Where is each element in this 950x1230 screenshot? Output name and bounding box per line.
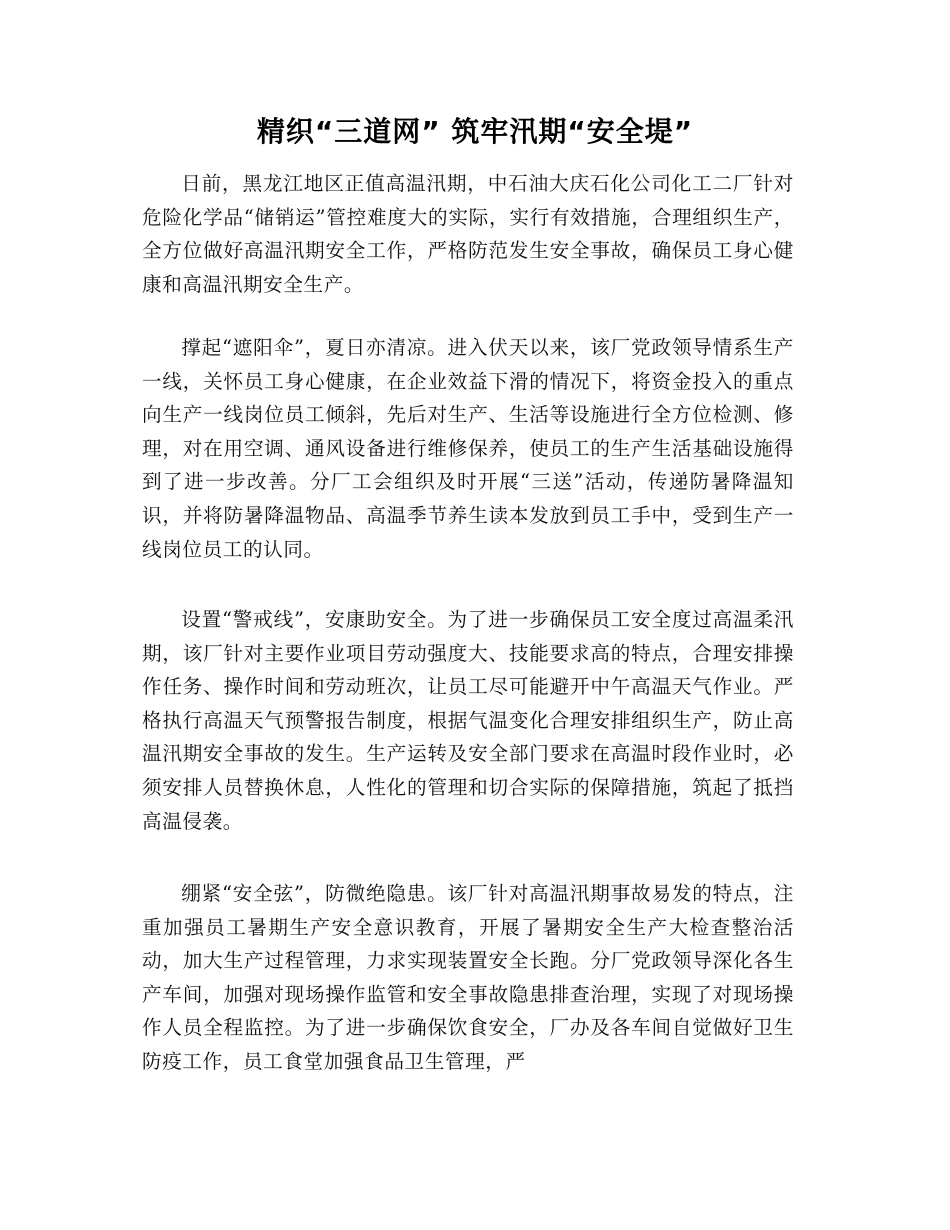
paragraph-warning-line: 设置“警戒线”，安康助安全。为了进一步确保员工安全度过高温柔汛期，该厂针对主要作业项目劳动强度大、技能要求高的特点，合理安排操作任务、操作时间和劳动班次，让员工尽可能避开中午高温天气作业。严格执行高温天气预警报告制度，根据气温变化合理安排组织生产，防止高温汛期安全事故的发生。生产运转及安全部门要求在高温时段作业时，必须安排人员替换休息，人性化的管理和切合实际的保障措施，筑起了抵挡高温侵袭。 bbox=[142, 608, 794, 833]
paragraph-safety-string: 绷紧“安全弦”，防微绝隐患。该厂针对高温汛期事故易发的特点，注重加强员工暑期生产安全意识教育，开展了暑期安全生产大检查整治活动，加大生产过程管理，力求实现装置安全长跑。分厂党政领导深化各生产车间，加强对现场操作监管和安全事故隐患排查治理，实现了对现场操作人员全程监控。为了进一步确保饮食安全，厂办及各车间自觉做好卫生防疫工作，员工食堂加强食品卫生管理，严 bbox=[142, 882, 794, 1073]
paragraph-sunshade: 撑起“遮阳伞”，夏日亦清凉。进入伏天以来，该厂党政领导情系生产一线，关怀员工身心健康，在企业效益下滑的情况下，将资金投入的重点向生产一线岗位员工倾斜，先后对生产、生活等设施进行全方位检测、修理，对在用空调、通风设备进行维修保养，使员工的生产生活基础设施得到了进一步改善。分厂工会组织及时开展“三送”活动，传递防暑降温知识，并将防暑降温物品、高温季节养生读本发放到员工手中，受到生产一线岗位员工的认同。 bbox=[142, 336, 794, 561]
paragraph-intro: 日前，黑龙江地区正值高温汛期，中石油大庆石化公司化工二厂针对危险化学品“储销运”管控难度大的实际，实行有效措施，合理组织生产，全方位做好高温汛期安全工作，严格防范发生安全事故，确保员工身心健康和高温汛期安全生产。 bbox=[142, 172, 794, 296]
document-title: 精织“三道网” 筑牢汛期“安全堤” bbox=[256, 115, 694, 148]
